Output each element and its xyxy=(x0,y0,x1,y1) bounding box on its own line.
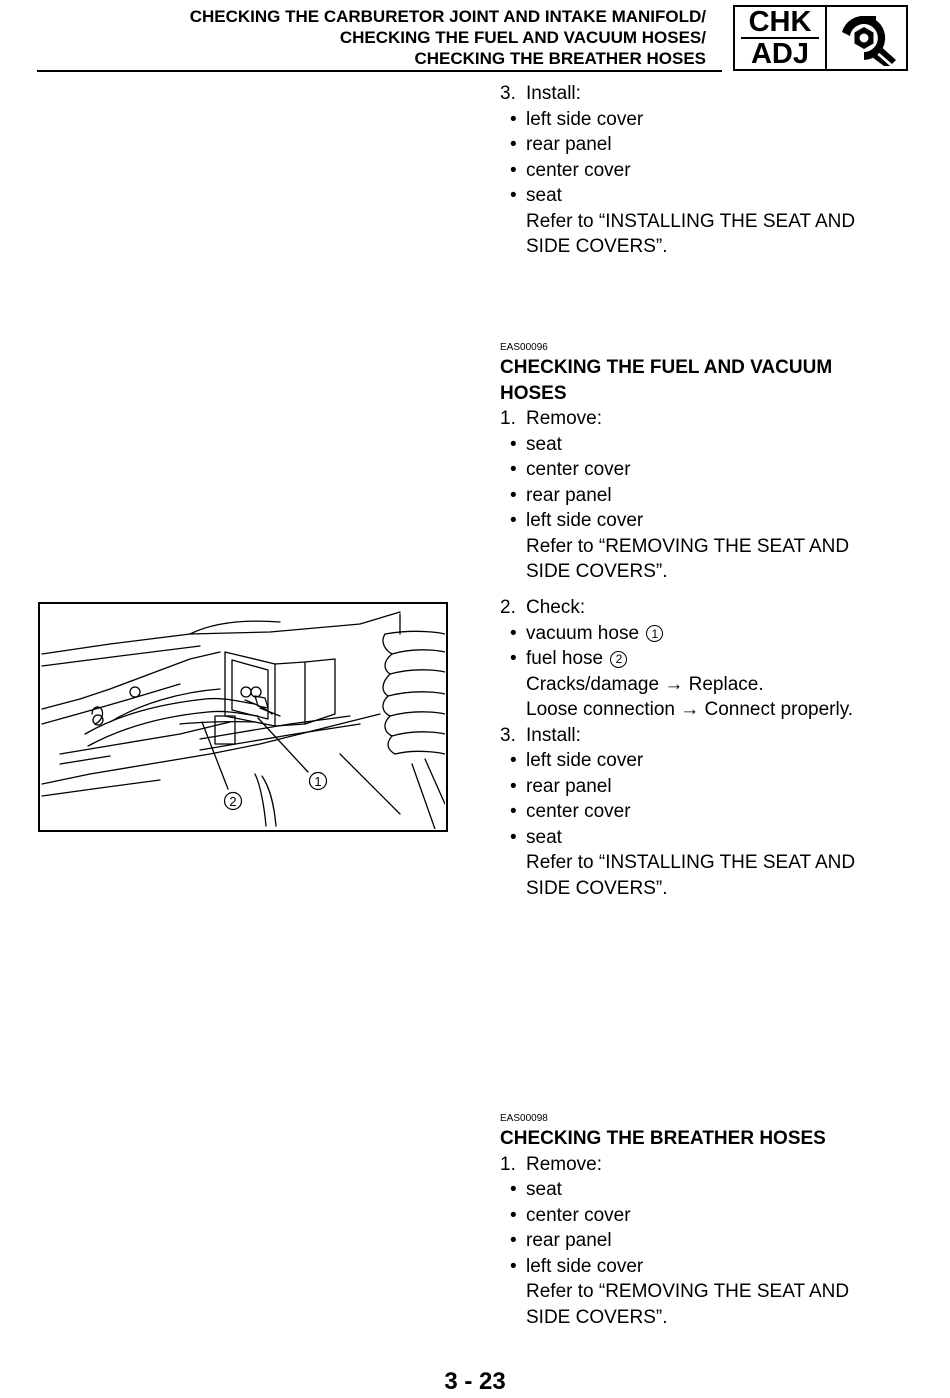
callout-label-2: 2 xyxy=(229,794,237,809)
section-code: EAS00098 xyxy=(500,1113,548,1124)
step-number: 2. xyxy=(500,597,516,618)
step-number: 1. xyxy=(500,1153,516,1175)
list-item: • left side cover xyxy=(500,107,911,133)
section-fuel-vacuum-hoses xyxy=(500,342,911,585)
result-line: Cracks/damage → Replace. xyxy=(526,673,764,695)
badge-adj: ADJ xyxy=(750,37,809,70)
list-item: • rear panel xyxy=(500,132,911,158)
step-label: Install: xyxy=(526,83,581,104)
section-title-line-2: HOSES xyxy=(500,382,567,404)
section-code: EAS00096 xyxy=(500,342,548,353)
result-line: Loose connection → Connect properly. xyxy=(526,699,854,720)
note-line: SIDE COVERS”. xyxy=(526,236,668,257)
step-install xyxy=(500,81,911,107)
step-label: Install: xyxy=(526,724,581,746)
page-number: 3 - 23 xyxy=(444,1368,506,1395)
list-item-fuel-hose xyxy=(500,646,911,672)
step-label: Remove: xyxy=(526,408,603,429)
header-title-line-1: CHECKING THE CARBURETOR JOINT AND INTAKE MANIFOLD/ xyxy=(189,7,706,26)
step-check xyxy=(500,595,911,621)
note-line: SIDE COVERS”. xyxy=(526,877,668,899)
step-remove xyxy=(500,1152,911,1178)
section-title-line-1: CHECKING THE FUEL AND VACUUM xyxy=(500,357,833,378)
list-item: • seat xyxy=(500,825,911,851)
list-item: • rear panel xyxy=(500,774,911,800)
step-number: 1. xyxy=(500,408,516,429)
list-item: • center cover xyxy=(500,158,911,184)
note-line: Refer to “REMOVING THE SEAT AND xyxy=(526,535,850,557)
section-breather-hoses xyxy=(500,1113,911,1330)
list-item: • left side cover xyxy=(500,1254,911,1280)
header-rule xyxy=(37,70,722,72)
list-item: • rear panel xyxy=(500,483,911,509)
step-number: 3. xyxy=(500,83,516,104)
callout-ref-2: 2 xyxy=(610,651,627,668)
badge-text xyxy=(735,7,827,69)
list-item: • left side cover xyxy=(500,748,911,774)
callout-ref-1: 1 xyxy=(646,625,663,642)
note-line: Refer to “INSTALLING THE SEAT AND xyxy=(526,852,856,873)
step-install xyxy=(500,723,911,749)
section-title: CHECKING THE BREATHER HOSES xyxy=(500,1128,826,1149)
note-line: SIDE COVERS”. xyxy=(526,1306,668,1328)
list-item: • seat xyxy=(500,432,911,458)
list-item: • center cover xyxy=(500,799,911,825)
list-item: • seat xyxy=(500,183,911,209)
hose-drawing xyxy=(40,604,445,829)
wrench-nut-icon xyxy=(827,7,906,69)
step-label: Check: xyxy=(526,597,586,618)
list-item: • left side cover xyxy=(500,508,911,534)
list-item: • center cover xyxy=(500,457,911,483)
list-item-vacuum-hose xyxy=(500,621,911,647)
install-block-top xyxy=(500,81,911,260)
note-line: Refer to “INSTALLING THE SEAT AND xyxy=(526,210,856,232)
step-label: Remove: xyxy=(526,1153,603,1175)
header-title-line-2: CHECKING THE FUEL AND VACUUM HOSES/ xyxy=(339,28,706,47)
hose-illustration xyxy=(38,602,448,832)
step-remove xyxy=(500,406,911,432)
callout-label-1: 1 xyxy=(314,774,322,789)
note-line: Refer to “REMOVING THE SEAT AND xyxy=(526,1281,850,1302)
list-item: • center cover xyxy=(500,1203,911,1229)
check-install-block xyxy=(500,595,911,901)
item-text: fuel hose xyxy=(526,648,604,669)
page-header-titles xyxy=(190,6,706,69)
item-text: vacuum hose xyxy=(526,622,640,644)
badge-chk: CHK xyxy=(748,5,812,38)
list-item: • seat xyxy=(500,1177,911,1203)
step-number: 3. xyxy=(500,724,516,746)
note-line: SIDE COVERS”. xyxy=(526,561,668,582)
list-item: • rear panel xyxy=(500,1228,911,1254)
header-title-line-3: CHECKING THE BREATHER HOSES xyxy=(414,49,706,68)
chk-adj-badge xyxy=(733,5,908,71)
